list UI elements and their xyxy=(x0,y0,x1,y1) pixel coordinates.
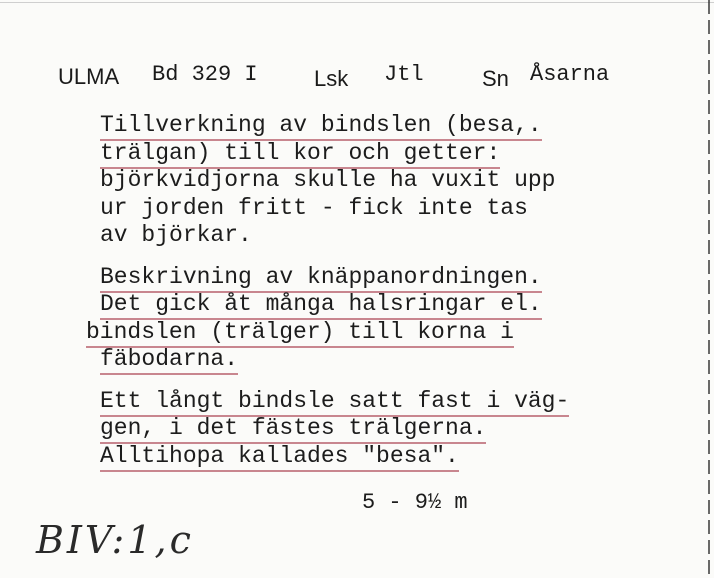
text-line: Tillverkning av bindslen (besa,. xyxy=(100,112,680,140)
text-line: Det gick åt många halsringar el. xyxy=(100,291,680,319)
landscape-label: Lsk xyxy=(314,66,349,91)
text-line: trälgan) till kor och getter: xyxy=(100,140,680,168)
volume-number: Bd 329 I xyxy=(152,62,258,87)
card-body xyxy=(86,112,680,484)
paragraph-2 xyxy=(86,263,680,374)
card-right-edge xyxy=(708,0,710,578)
parish-label: Sn xyxy=(482,66,509,91)
archive-code: ULMA xyxy=(58,64,120,89)
paragraph-3 xyxy=(100,388,680,471)
parish-value: Åsarna xyxy=(530,62,610,87)
landscape-value: Jtl xyxy=(384,62,424,87)
handwritten-classification: BIV:1,c xyxy=(36,518,194,562)
card-header xyxy=(58,62,678,92)
text-line: ur jorden fritt - fick inte tas xyxy=(100,194,528,221)
card-top-edge xyxy=(0,2,714,3)
text-line: björkvidjorna skulle ha vuxit upp xyxy=(100,167,556,193)
paragraph-1 xyxy=(100,112,680,250)
text-line: bindslen (trälger) till korna i xyxy=(86,319,680,347)
text-line: fäbodarna. xyxy=(100,346,680,374)
text-line: Ett långt bindsle satt fast i väg- xyxy=(100,388,680,416)
page-reference: 5 - 9½ m xyxy=(362,490,468,515)
text-line: gen, i det fästes trälgerna. xyxy=(100,415,680,443)
text-line: Alltihopa kallades "besa". xyxy=(100,443,680,471)
text-line: av björkar. xyxy=(100,222,252,248)
text-line: Beskrivning av knäppanordningen. xyxy=(100,264,680,292)
